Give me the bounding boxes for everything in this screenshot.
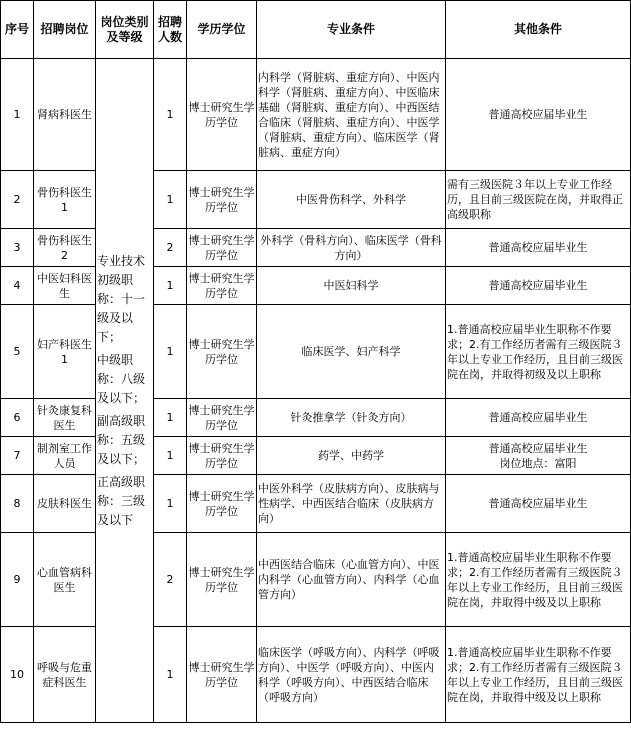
cell-other: 1.普通高校应届毕业生职称不作要求；2.有工作经历者需有三级医院３年以上专业工作经历，且目前三级医院在岗，并取得中级及以上职称 [446, 627, 631, 723]
cell-major: 临床医学、妇产科学 [257, 305, 446, 399]
table-row [1, 267, 631, 305]
table-row [1, 399, 631, 437]
cell-count: 1 [154, 475, 187, 533]
cell-major: 外科学（骨科方向）、临床医学（骨科方向） [257, 229, 446, 267]
cell-position: 骨伤科医生2 [34, 229, 96, 267]
cell-major: 内科学（肾脏病、重症方向）、中医内科学（肾脏病、重症方向）、中医临床基础（肾脏病、重症方向）、中西医结合临床（肾脏病、重症方向）、中医学（肾脏病、重症方向）、临床医学（肾脏病、重症方向） [257, 59, 446, 171]
table-row [1, 533, 631, 627]
cell-seq: 3 [1, 229, 34, 267]
cell-position: 皮肤科医生 [34, 475, 96, 533]
cell-seq: 10 [1, 627, 34, 723]
table-row [1, 627, 631, 723]
table-row [1, 171, 631, 229]
cell-education: 博士研究生学历学位 [187, 267, 257, 305]
cell-position: 中医妇科医生 [34, 267, 96, 305]
cell-other: 1.普通高校应届毕业生职称不作要求；2.有工作经历者需有三级医院３年以上专业工作经历，且目前三级医院在岗，并取得中级及以上职称 [446, 533, 631, 627]
cell-other: 普通高校应届毕业生 [446, 399, 631, 437]
other-line-1: 普通高校应届毕业生 [488, 441, 588, 455]
cell-education: 博士研究生学历学位 [187, 171, 257, 229]
other-line-2: 岗位地点：富阳 [499, 456, 577, 470]
cell-major: 针灸推拿学（针灸方向） [257, 399, 446, 437]
cell-position: 心血管病科医生 [34, 533, 96, 627]
cell-other: 1.普通高校应届毕业生职称不作要求；2.有工作经历者需有三级医院３年以上专业工作经历，且目前三级医院在岗，并取得初级及以上职称 [446, 305, 631, 399]
cell-count: 2 [154, 533, 187, 627]
cell-education: 博士研究生学历学位 [187, 399, 257, 437]
cell-education: 博士研究生学历学位 [187, 475, 257, 533]
cell-education: 博士研究生学历学位 [187, 229, 257, 267]
cell-other: 普通高校应届毕业生 [446, 267, 631, 305]
cell-count: 1 [154, 627, 187, 723]
cell-category [96, 59, 154, 723]
cell-position: 妇产科医生1 [34, 305, 96, 399]
category-line-4: 正高级职称：三级及以下 [97, 474, 146, 527]
cell-count: 2 [154, 229, 187, 267]
cell-major: 中西医结合临床（心血管方向）、中医内科学（心血管方向）、内科学（心血管方向） [257, 533, 446, 627]
cell-other: 普通高校应届毕业生 [446, 475, 631, 533]
header-other: 其他条件 [446, 1, 631, 59]
cell-seq: 6 [1, 399, 34, 437]
cell-seq: 8 [1, 475, 34, 533]
cell-seq: 1 [1, 59, 34, 171]
table-row [1, 475, 631, 533]
table-row [1, 229, 631, 267]
cell-position: 骨伤科医生1 [34, 171, 96, 229]
cell-position: 制剂室工作人员 [34, 437, 96, 475]
cell-major: 临床医学（呼吸方向）、内科学（呼吸方向）、中医学（呼吸方向）、中医内科学（呼吸方向）、中西医结合临床（呼吸方向） [257, 627, 446, 723]
category-line-1: 专业技术初级职称：十一级及以下； [97, 253, 146, 344]
header-category: 岗位类别及等级 [96, 1, 154, 59]
header-seq: 序号 [1, 1, 34, 59]
cell-major: 中医外科学（皮肤病方向）、皮肤病与性病学、中西医结合临床（皮肤病方向） [257, 475, 446, 533]
cell-major: 药学、中药学 [257, 437, 446, 475]
cell-seq: 2 [1, 171, 34, 229]
cell-major: 中医骨伤科学、外科学 [257, 171, 446, 229]
cell-count: 1 [154, 305, 187, 399]
header-count: 招聘人数 [154, 1, 187, 59]
header-row [1, 1, 631, 59]
cell-seq: 4 [1, 267, 34, 305]
cell-count: 1 [154, 399, 187, 437]
cell-education: 博士研究生学历学位 [187, 59, 257, 171]
cell-count: 1 [154, 437, 187, 475]
cell-seq: 7 [1, 437, 34, 475]
cell-position: 针灸康复科医生 [34, 399, 96, 437]
cell-major: 中医妇科学 [257, 267, 446, 305]
cell-other [446, 437, 631, 475]
header-major: 专业条件 [257, 1, 446, 59]
cell-education: 博士研究生学历学位 [187, 305, 257, 399]
cell-seq: 5 [1, 305, 34, 399]
category-line-3: 副高级职称：五级及以下； [97, 413, 146, 466]
cell-other: 普通高校应届毕业生 [446, 59, 631, 171]
cell-count: 1 [154, 267, 187, 305]
cell-other: 需有三级医院３年以上专业工作经历，且目前三级医院在岗，并取得正高级职称 [446, 171, 631, 229]
header-position: 招聘岗位 [34, 1, 96, 59]
cell-count: 1 [154, 171, 187, 229]
cell-seq: 9 [1, 533, 34, 627]
cell-position: 肾病科医生 [34, 59, 96, 171]
table-row [1, 437, 631, 475]
cell-position: 呼吸与危重症科医生 [34, 627, 96, 723]
cell-education: 博士研究生学历学位 [187, 627, 257, 723]
table-row [1, 59, 631, 171]
header-education: 学历学位 [187, 1, 257, 59]
cell-education: 博士研究生学历学位 [187, 437, 257, 475]
cell-education: 博士研究生学历学位 [187, 533, 257, 627]
table-row [1, 305, 631, 399]
category-line-2: 中级职称：八级及以下； [97, 352, 146, 405]
cell-count: 1 [154, 59, 187, 171]
cell-other: 普通高校应届毕业生 [446, 229, 631, 267]
